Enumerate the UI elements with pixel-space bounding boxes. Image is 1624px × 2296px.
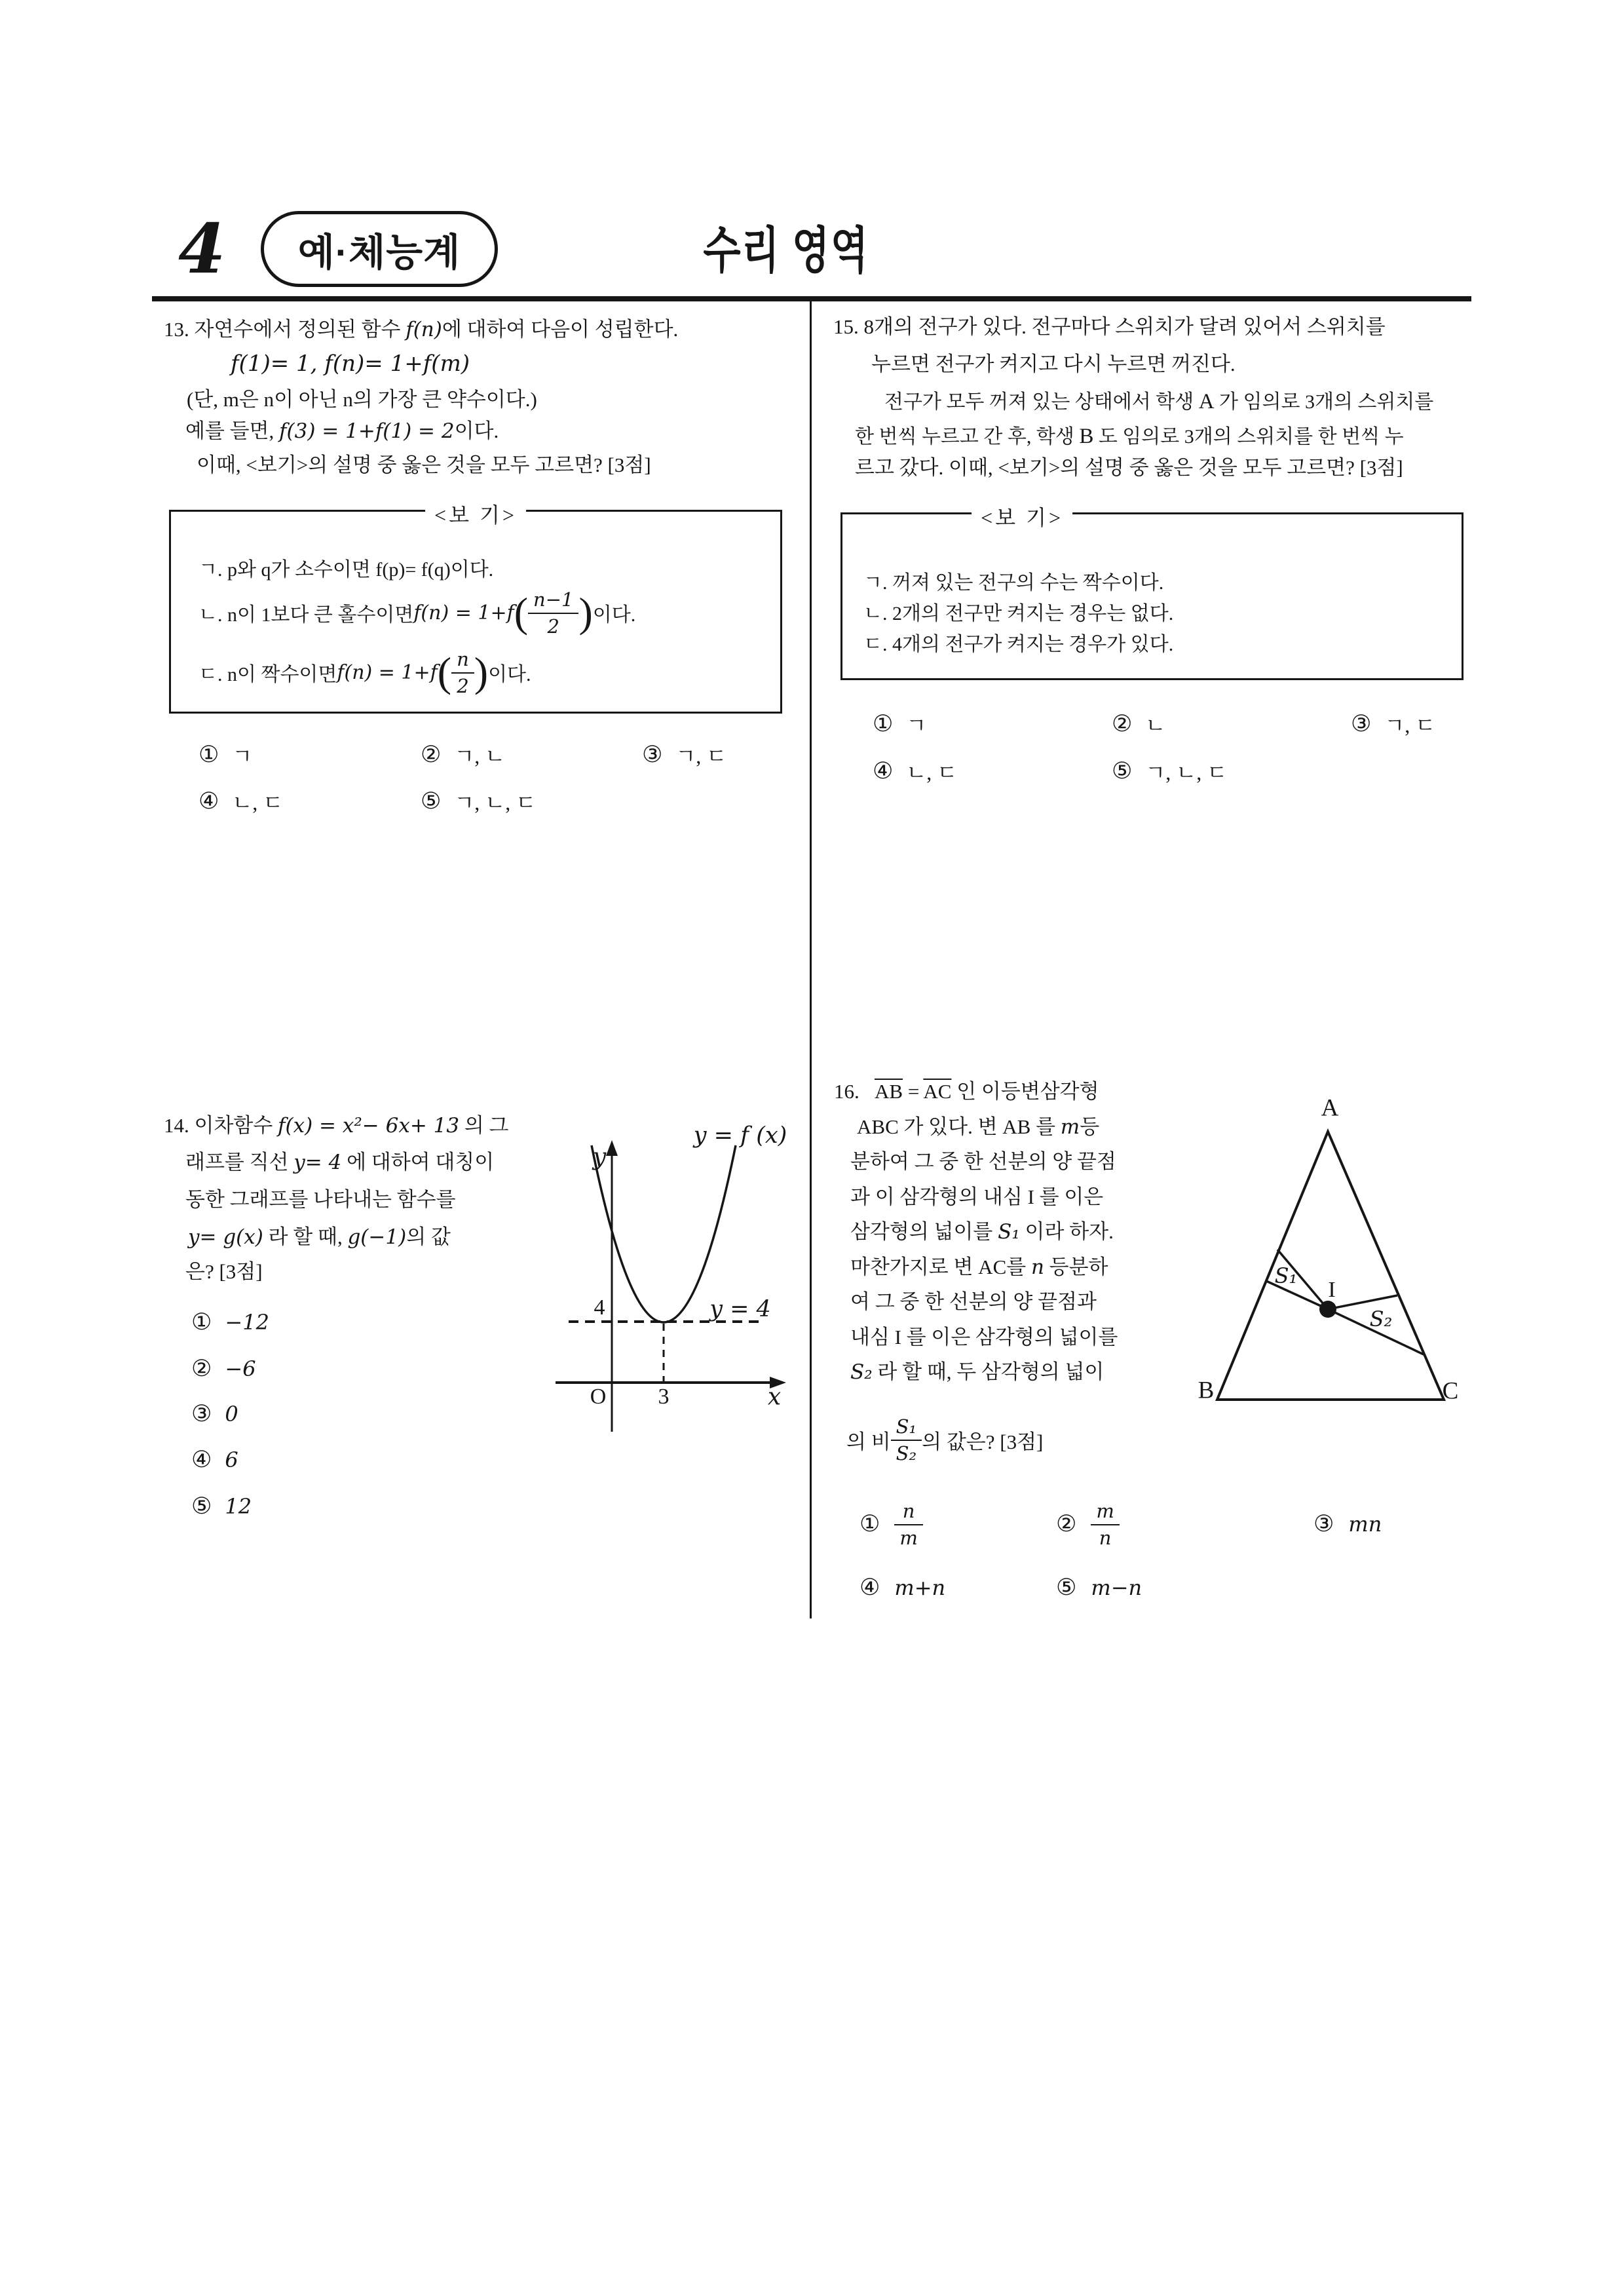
choice-number: ⑤ [191,1493,212,1520]
q14-line-1: 14. 이차함수 f(x) = x²− 6x+ 13 의 그 [164,1114,509,1138]
q15-choice-2 [1112,710,1165,738]
q15-choice-4 [873,757,957,786]
choice-number: ③ [191,1401,212,1427]
q16-line-6: 마찬가지로 변 AC를 n 등분하 [850,1255,1108,1279]
segment-AC: $\overline{AC}$ [923,1080,952,1103]
choice-number: ⑤ [421,788,442,814]
choice-number: ① [859,1511,880,1537]
choice-number: ② [1056,1511,1077,1537]
choice-number: ② [421,742,442,768]
q15-line-3: 전구가 모두 꺼져 있는 상태에서 학생 A 가 임의로 3개의 스위치를 [884,390,1434,413]
q13-choice-1 [198,740,252,769]
choice-number: ④ [191,1447,212,1473]
q13-bogi-box [169,503,782,714]
choice-label: ㄱ, ㄴ [454,744,506,768]
q14-line-3: 동한 그래프를 나타내는 함수를 [185,1188,456,1211]
q15-bogi-item-d: ㄷ. 4개의 전구가 켜지는 경우가 있다. [863,634,1174,655]
q13-line-3: 예를 들면, f(3) = 1+f(1) = 2이다. [185,419,499,443]
choice-label: ㄱ, ㄴ, ㄷ [1145,761,1228,784]
choice-number: ④ [198,788,219,814]
choice-number: ⑤ [1056,1575,1077,1601]
graph-origin-label: O [590,1385,607,1409]
choice-label: −12 [225,1310,269,1335]
track-badge [261,211,498,287]
choice-number: ② [1112,711,1133,737]
q15-line-2: 누르면 전구가 켜지고 다시 누르면 꺼진다. [871,353,1236,375]
choice-label: ㄱ [232,744,253,768]
q14-choice-5 [191,1492,252,1521]
q13-line-4: 이때, <보기>의 설명 중 옳은 것을 모두 고르면? [3점] [197,453,651,476]
choice-number: ⑤ [1112,758,1133,784]
choice-label: ㄱ, ㄷ [1384,714,1436,737]
segment-AB: $\overline{AB}$ [875,1080,903,1103]
choice-number: ① [191,1309,212,1335]
q16-line-4: 과 이 삼각형의 내심 I 를 이은 [850,1185,1104,1208]
vertex-label-C: C [1442,1377,1459,1405]
q14-line-5: 은? [3점] [185,1260,263,1283]
q16-choice-2 [1056,1494,1120,1554]
q16-line-3: 분하여 그 중 한 선분의 양 끝점 [850,1150,1116,1173]
q15-bogi-item-g: ㄱ. 꺼져 있는 전구의 수는 짝수이다. [863,572,1164,594]
incenter-label-I: I [1328,1278,1336,1302]
q13-choice-3 [642,740,727,769]
q13-definition-formula: f(1)= 1, f(n)= 1+f(m) [231,351,470,377]
q16-line-9: S₂ 라 할 때, 두 삼각형의 넓이 [850,1360,1105,1384]
q13-bogi-label: <보 기> [425,499,526,529]
q16-line-8: 내심 I 를 이은 삼각형의 넓이를 [850,1326,1118,1349]
q16-line-7: 여 그 중 한 선분의 양 끝점과 [850,1290,1097,1313]
q13-choice-2 [421,740,505,769]
choice-number: ③ [1351,711,1372,737]
choice-label: 6 [225,1447,238,1472]
region-label-S1: S₁ [1274,1263,1298,1288]
q14-graph [554,1107,803,1442]
choice-label: mn [1348,1512,1382,1537]
q14-choice-4 [191,1445,238,1474]
q13-example-math: f(3) = 1+f(1) = 2 [279,419,455,443]
close-paren: ) [474,649,489,696]
q16-line-1: 16. $\overline{AB} = \overline{AC}$ 인 이등변삼각형 [834,1080,1099,1103]
choice-number: ① [873,711,894,737]
choice-label: ㄴ, ㄷ [906,761,958,784]
choice-label: ㄴ, ㄷ [232,791,284,814]
q13-bogi-item-g: ㄱ. p와 q가 소수이면 f(p)= f(q)이다. [198,559,494,581]
q16-line-2: ABC 가 있다. 변 AB 를 m등 [857,1115,1100,1139]
q15-bogi-box [840,506,1463,680]
q15-line-1: 15. 8개의 전구가 있다. 전구마다 스위치가 달려 있어서 스위치를 [833,315,1386,338]
graph-xtick-3: 3 [658,1385,670,1409]
q14-line-4: y= g(x) 라 할 때, g(−1)의 값 [188,1225,451,1249]
choice-label: −6 [225,1356,256,1381]
s1-over-s2-fraction: $\frac{\text{S₁}}{\text{S₂}}$ [891,1415,922,1465]
fraction: $\frac{n}{2}$ [451,647,474,698]
choice-label: ㄱ, ㄷ [675,744,727,768]
graph-x-axis-label: x [767,1383,782,1411]
choice-label: 0 [225,1402,238,1426]
choice-fraction: $\frac{n}{m}$ [894,1499,923,1550]
q13-choice-4 [198,787,283,816]
q14-choice-3 [191,1400,238,1428]
triangle-outline [1217,1132,1444,1400]
q16-choice-5 [1056,1573,1142,1603]
choice-label: 12 [225,1494,252,1519]
choice-number: ③ [1313,1511,1334,1537]
graph-y-axis-label: y [592,1143,607,1171]
graph-hline-label: y = 4 [709,1296,771,1322]
fraction: $\frac{n-1}{2}$ [528,588,578,638]
choice-label: m−n [1091,1575,1142,1600]
q16-choice-1 [859,1494,923,1554]
choice-number: ① [198,742,219,768]
q16-choice-3 [1313,1494,1382,1554]
q16-line-10: 의 비 $\frac{\text{S₁}}{\text{S₂}}$ 의 값은? [3점] [846,1415,1044,1464]
choice-label: ㄴ [1145,714,1166,737]
q14-choice-1 [191,1308,269,1337]
graph-ytick-4: 4 [594,1295,605,1320]
q16-figure [1176,1084,1464,1412]
choice-fraction: $\frac{m}{n}$ [1091,1499,1120,1550]
q15-choice-5 [1112,757,1227,786]
q13-choice-5 [421,787,536,816]
track-badge-label: 예·체능계 [297,231,461,274]
q15-choice-1 [873,710,926,738]
open-paren: ( [437,649,452,696]
q13-math-fn: f(n) [406,318,442,341]
q15-choice-3 [1351,710,1435,738]
choice-number: ② [191,1356,212,1382]
q15-bogi-label: <보 기> [972,501,1072,531]
incenter-dot [1319,1301,1336,1318]
close-paren: ) [578,589,593,636]
choice-number: ③ [642,742,663,768]
choice-number: ④ [859,1575,880,1601]
y-axis-arrow [606,1140,618,1156]
column-divider [810,301,812,1618]
q13-line-1: 13. 자연수에서 정의된 함수 f(n)에 대하여 다음이 성립한다. [164,318,679,341]
q16-line-5: 삼각형의 넓이를 S₁ 이라 하자. [850,1220,1114,1244]
open-paren: ( [514,589,529,636]
choice-label: m+n [894,1575,946,1600]
choice-number: ④ [873,758,894,784]
graph-curve-label: y = f (x) [693,1122,787,1149]
vertex-label-B: B [1198,1377,1215,1404]
q16-choice-4 [859,1573,945,1603]
q13-line-2: (단, m은 n이 아닌 n의 가장 큰 약수이다.) [187,388,537,411]
q15-line-5: 르고 갔다. 이때, <보기>의 설명 중 옳은 것을 모두 고르면? [3점] [855,456,1403,479]
q13-bogi-item-n: ㄴ. n이 1보다 큰 홀수이면 f(n) = 1+f ( $\frac{n-1}{2}$ ) 이다. [198,588,636,638]
q13-bogi-item-d: ㄷ. n이 짝수이면 f(n) = 1+f ( $\frac{n}{2}$ ) 이다. [198,647,531,697]
page-title: 수리 영역 [703,223,869,279]
page-number: 4 [178,208,226,289]
q15-bogi-item-n: ㄴ. 2개의 전구만 켜지는 경우는 없다. [863,603,1174,624]
vertex-label-A: A [1321,1094,1339,1122]
choice-label: ㄱ [906,714,927,737]
header-rule [152,296,1471,301]
q15-line-4: 한 번씩 누르고 간 후, 학생 B 도 임의로 3개의 스위치를 한 번씩 누 [855,425,1404,448]
choice-label: ㄱ, ㄴ, ㄷ [454,791,537,814]
q14-choice-2 [191,1354,256,1383]
triangle-svg [1176,1084,1464,1412]
q14-line-2: 래프를 직선 y= 4 에 대하여 대칭이 [185,1151,495,1174]
region-label-S2: S₂ [1369,1307,1393,1331]
